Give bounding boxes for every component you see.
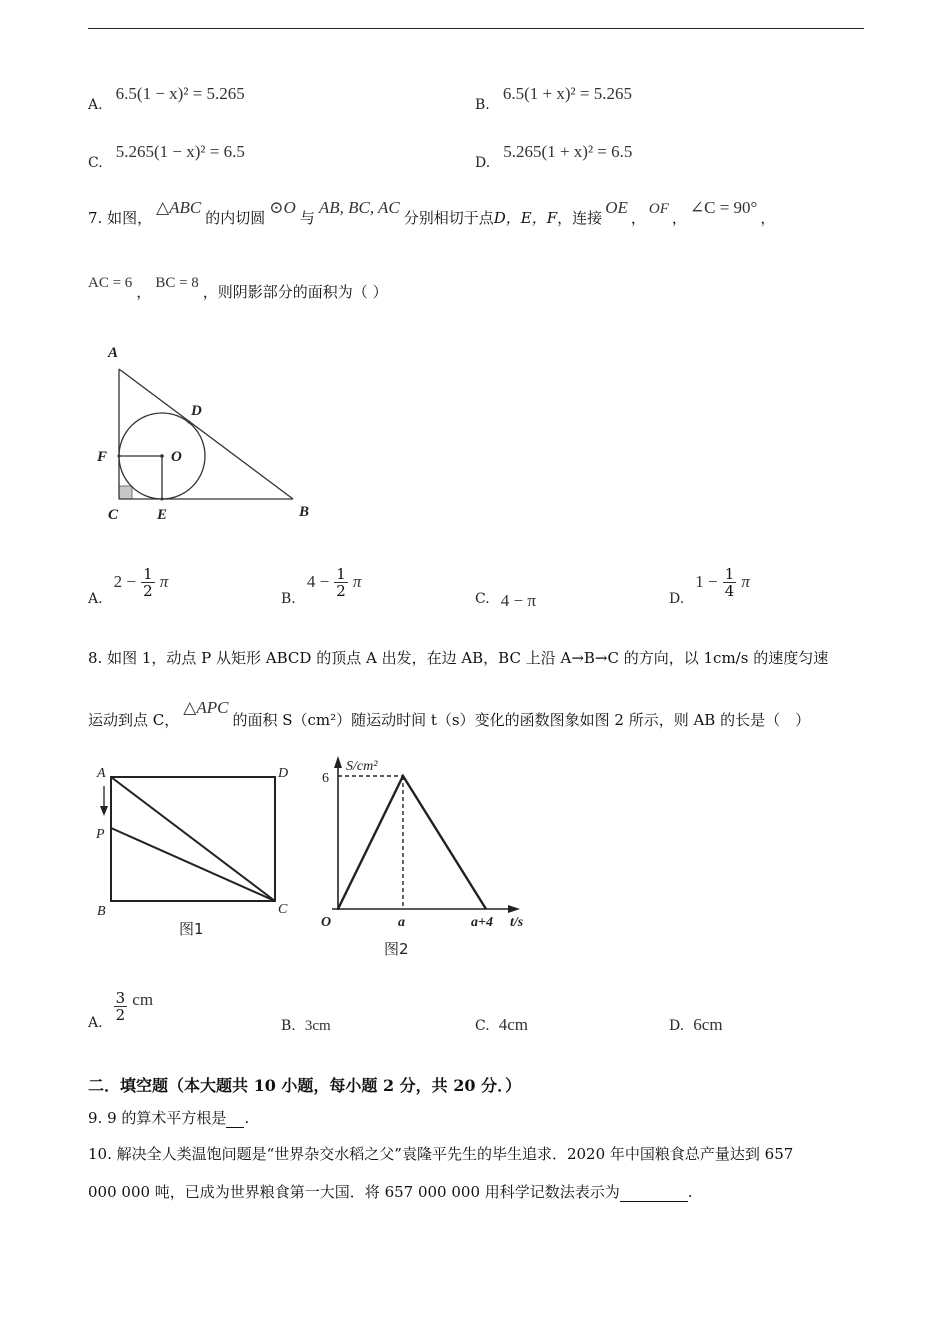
q7-text: 与 xyxy=(299,209,315,227)
shaded-square xyxy=(119,486,132,499)
q10-text: 000 000 吨，已成为世界粮食第一大国．将 657 000 000 用科学记数法表示为 xyxy=(88,1183,620,1201)
q7-option-c[interactable] xyxy=(475,588,536,609)
label-p: P xyxy=(96,827,105,842)
origin-label: O xyxy=(321,915,332,930)
label-b: B xyxy=(97,904,106,919)
x-axis-label: t/s xyxy=(510,915,524,930)
fraction-numerator: 1 xyxy=(143,565,153,583)
q7-sides: AB, BC, AC xyxy=(318,198,400,217)
q9-stem xyxy=(88,1108,249,1128)
point-e xyxy=(161,498,164,501)
q7-comma: ， xyxy=(760,209,776,227)
q8-option-c[interactable] xyxy=(475,1015,528,1036)
fraction-denominator: 2 xyxy=(115,1006,126,1024)
option-letter: C. xyxy=(475,591,490,607)
fraction-denominator: 4 xyxy=(724,582,735,600)
option-letter: B. xyxy=(281,591,296,607)
label-b: B xyxy=(299,504,310,520)
option-prefix: 2 − xyxy=(113,572,136,591)
side-ab xyxy=(119,369,293,499)
q7-oe: OE xyxy=(605,198,628,217)
option-fraction xyxy=(114,990,128,1023)
q8-option-b[interactable] xyxy=(281,1015,331,1036)
fraction-denominator: 2 xyxy=(143,582,153,600)
option-expression: 3cm xyxy=(304,1018,331,1034)
q8-option-a[interactable] xyxy=(88,989,154,1031)
header-rule xyxy=(88,28,864,29)
option-letter: C. xyxy=(88,155,103,171)
option-prefix: 1 − xyxy=(695,572,718,591)
label-c: C xyxy=(108,507,119,523)
figure-caption: 图2 xyxy=(384,940,409,958)
option-pi: π xyxy=(741,572,750,591)
option-fraction xyxy=(723,566,737,599)
label-o: O xyxy=(171,449,182,465)
option-unit: cm xyxy=(132,990,154,1009)
q6-option-a[interactable] xyxy=(88,84,245,113)
option-expression: 4cm xyxy=(498,1015,529,1034)
y-axis-label: S/cm² xyxy=(346,759,378,774)
q7-number: 7. 如图， xyxy=(88,209,153,227)
option-pi: π xyxy=(159,572,169,591)
x-tick-a: a xyxy=(398,915,405,930)
option-expression: 5.265(1 − x)² = 6.5 xyxy=(115,142,245,161)
answer-blank[interactable] xyxy=(226,1113,244,1128)
option-letter: D. xyxy=(669,1018,685,1034)
q6-option-d[interactable] xyxy=(475,142,633,171)
q7-figure xyxy=(88,336,328,536)
label-f: F xyxy=(97,449,108,465)
label-a: A xyxy=(97,766,106,781)
option-prefix: 4 − xyxy=(306,572,330,591)
option-letter: D. xyxy=(669,591,685,607)
q8-triangle: △APC xyxy=(183,698,229,717)
option-letter: B. xyxy=(281,1018,296,1034)
q8-text: 运动到点 C， xyxy=(88,711,180,729)
q6-option-c[interactable] xyxy=(88,142,245,171)
q10-stem-line2 xyxy=(88,1182,693,1202)
q7-comma: ， xyxy=(630,209,646,227)
q8-stem-line2 xyxy=(88,698,811,729)
figure-caption: 图1 xyxy=(179,920,204,938)
q6-option-b[interactable] xyxy=(475,84,632,113)
fraction-numerator: 1 xyxy=(724,565,735,583)
label-a: A xyxy=(108,345,119,361)
label-c: C xyxy=(278,902,288,917)
q8-figure2 xyxy=(312,750,542,966)
fraction-denominator: 2 xyxy=(336,582,346,600)
option-expression: 6cm xyxy=(693,1015,723,1034)
q7-bc: BC = 8 xyxy=(155,275,199,291)
option-expression: 4 − π xyxy=(500,591,536,610)
option-fraction xyxy=(334,566,348,599)
option-fraction xyxy=(141,566,155,599)
q7-text: 分别相切于点 xyxy=(403,209,494,227)
q7-comma: ， xyxy=(136,283,152,301)
q8-stem-line1: 8. 如图 1，动点 P 从矩形 ABCD 的顶点 A 出发，在边 AB，BC 上沿 A→B→C 的方向，以 1cm/s 的速度匀速 xyxy=(88,649,829,667)
label-d: D xyxy=(191,403,202,419)
option-expression: 5.265(1 + x)² = 6.5 xyxy=(503,142,633,161)
option-letter: D. xyxy=(475,155,491,171)
option-letter: A. xyxy=(88,1015,103,1031)
q7-text: ，连接 xyxy=(557,209,603,227)
label-d: D xyxy=(278,766,289,781)
option-expression: 6.5(1 + x)² = 5.265 xyxy=(502,84,632,103)
x-tick-a-plus-4: a+4 xyxy=(471,915,493,930)
answer-blank[interactable] xyxy=(620,1187,688,1202)
q8-figure1 xyxy=(90,756,302,944)
option-pi: π xyxy=(352,572,362,591)
fraction-numerator: 3 xyxy=(115,989,126,1007)
q7-comma: ， xyxy=(671,209,687,227)
q7-circle: ⊙O xyxy=(269,198,296,217)
q7-stem-line2 xyxy=(88,272,388,301)
fraction-numerator: 1 xyxy=(336,565,346,583)
option-letter: A. xyxy=(88,97,103,113)
point-f xyxy=(118,455,121,458)
label-e: E xyxy=(157,507,168,523)
q7-triangle: △ABC xyxy=(156,198,202,217)
q7-option-b[interactable] xyxy=(281,565,362,607)
q7-of: OF xyxy=(648,201,669,217)
q10-period: . xyxy=(687,1183,693,1201)
q7-text: ，则阴影部分的面积为（ ） xyxy=(202,283,388,301)
x-axis-arrow-icon xyxy=(508,905,520,913)
q7-text: 的内切圆 xyxy=(205,209,266,227)
option-letter: C. xyxy=(475,1018,490,1034)
q8-text: 的面积 S（cm²）随运动时间 t（s）变化的函数图象如图 2 所示，则 AB 的长是（ ） xyxy=(232,711,811,729)
q9-period: . xyxy=(244,1109,250,1127)
arrow-down-icon xyxy=(100,806,108,816)
option-letter: B. xyxy=(475,97,490,113)
q8-option-d[interactable] xyxy=(669,1015,723,1036)
option-letter: A. xyxy=(88,591,103,607)
option-expression: 6.5(1 − x)² = 5.265 xyxy=(115,84,245,103)
q7-ac: AC = 6 xyxy=(88,275,133,291)
q10-stem-line1: 10. 解决全人类温饱问题是“世界杂交水稻之父”袁隆平先生的毕生追求．2020 年中国粮食总产量达到 657 xyxy=(88,1145,794,1163)
point-o xyxy=(160,454,164,458)
q9-text: 9. 9 的算术平方根是 xyxy=(88,1109,227,1127)
q7-option-d[interactable] xyxy=(669,565,750,607)
q7-angle: ∠C = 90° xyxy=(689,198,758,217)
q7-stem-line1 xyxy=(88,198,776,227)
y-tick-6: 6 xyxy=(322,771,329,786)
section-heading: 二．填空题（本大题共 10 小题，每小题 2 分，共 20 分．） xyxy=(88,1076,522,1095)
area-function-graph xyxy=(338,776,486,909)
q7-points: D，E，F xyxy=(493,209,558,227)
q7-option-a[interactable] xyxy=(88,565,169,607)
point-d xyxy=(188,421,191,424)
y-axis-arrow-icon xyxy=(334,756,342,768)
